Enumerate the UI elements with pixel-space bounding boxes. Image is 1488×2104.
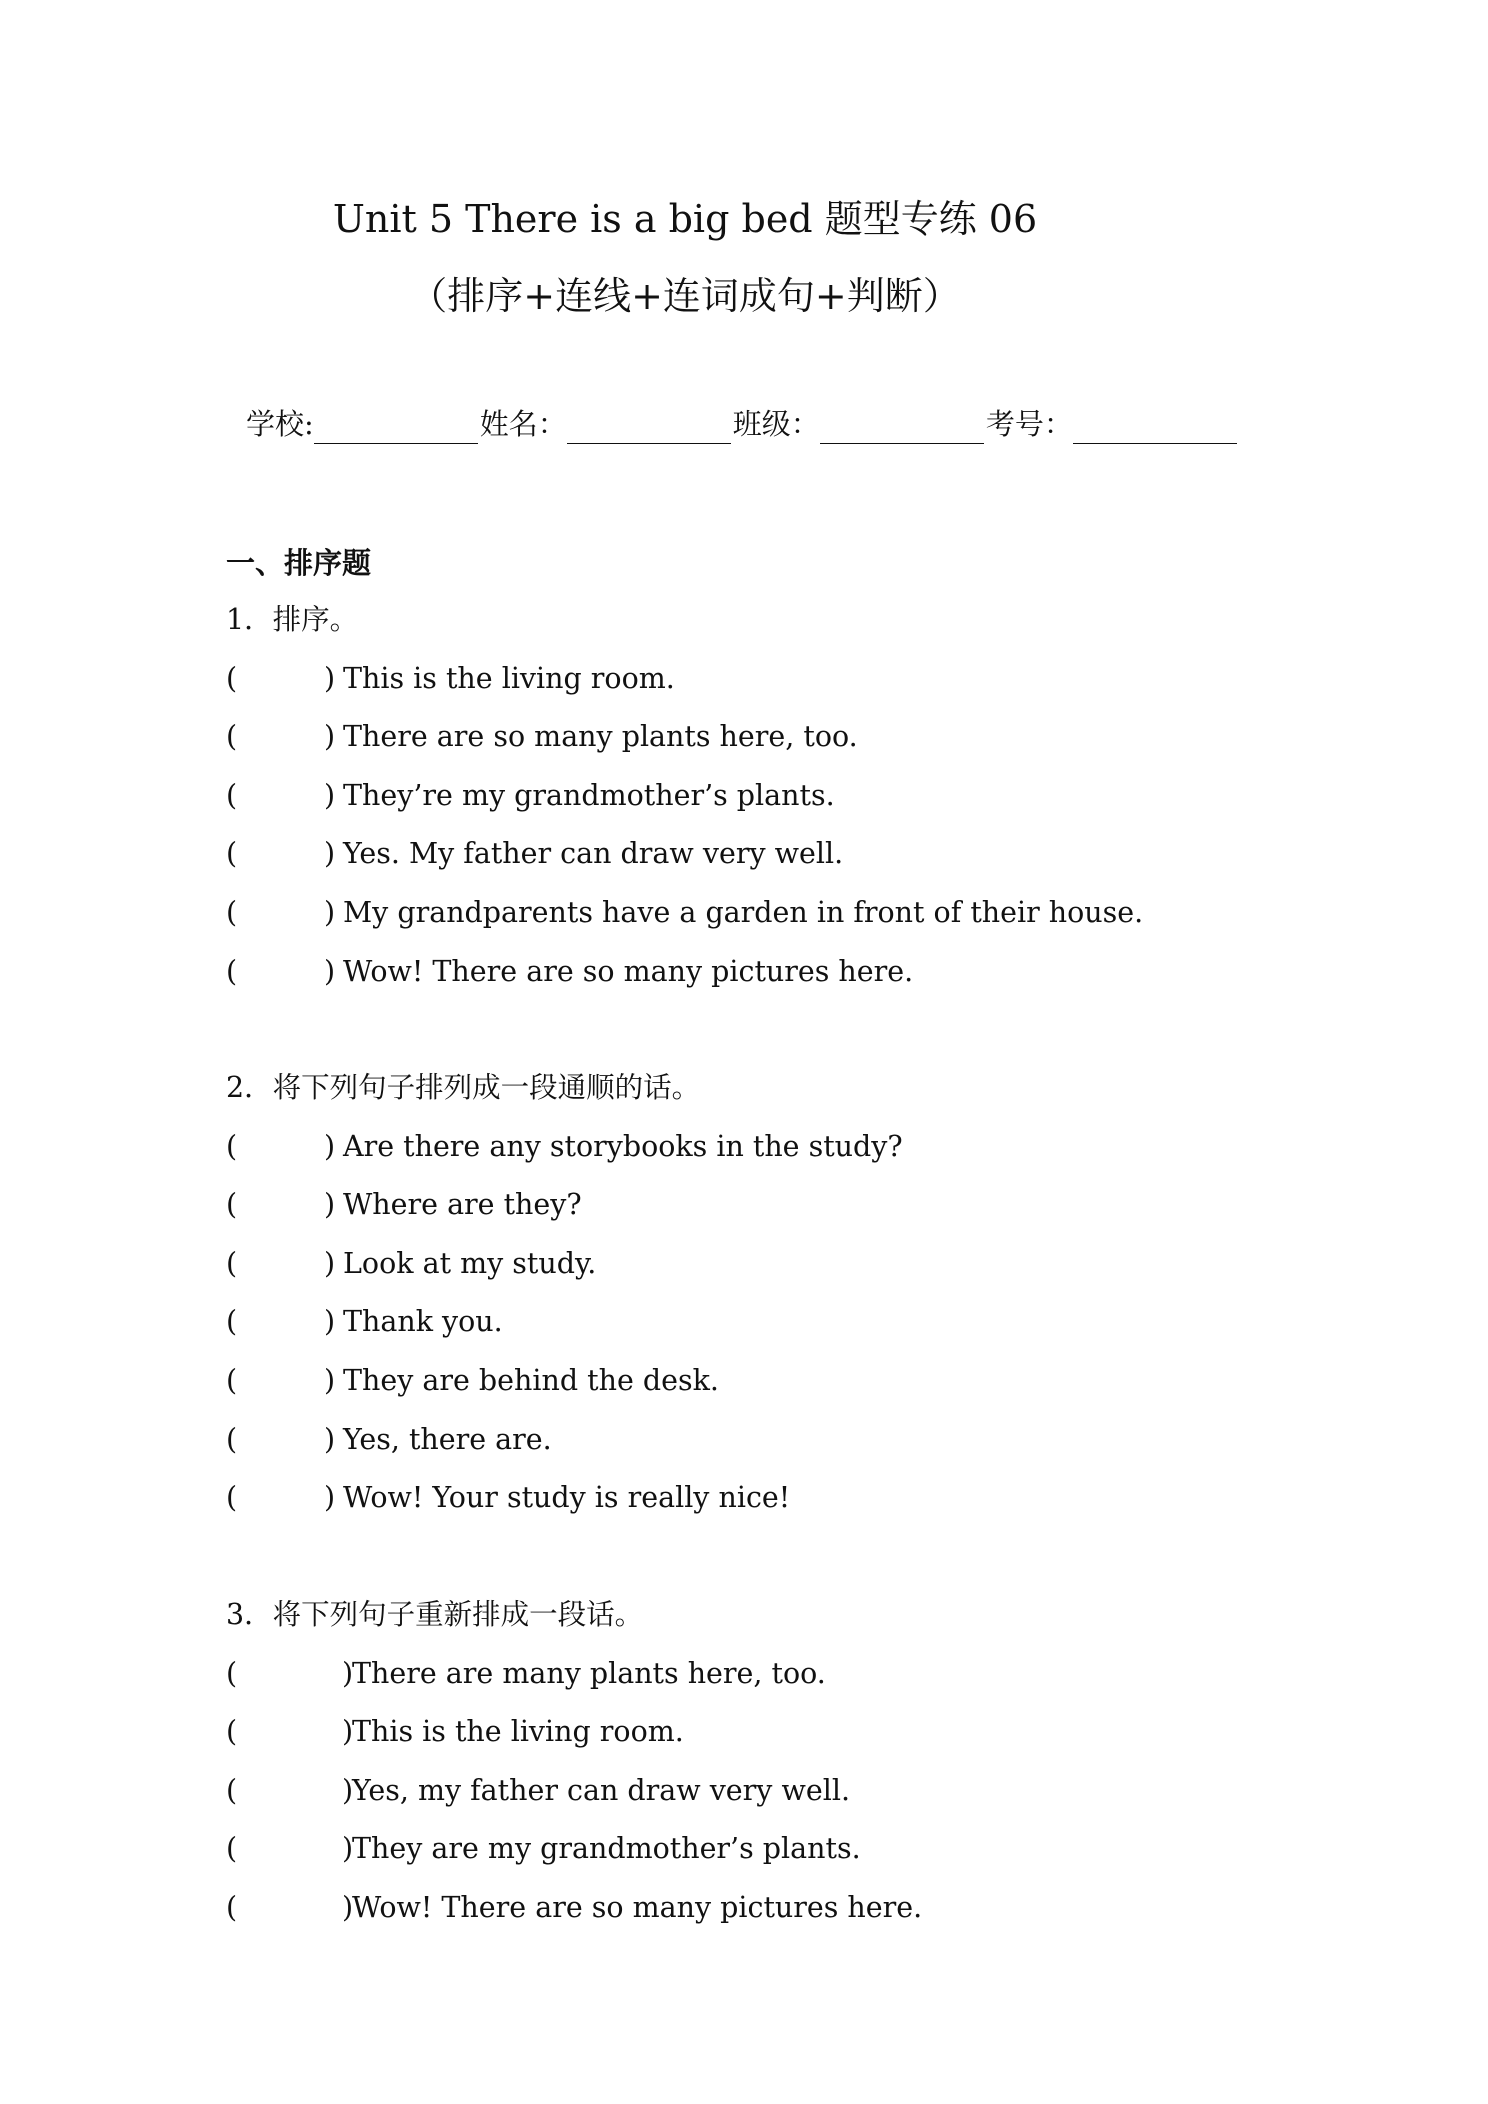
list-item [226,893,1326,952]
exam-no-label: 考号： [985,407,1073,441]
list-item [226,717,1326,776]
answer-paren-close[interactable]: ) [324,837,336,871]
sentence-text: This is the living room. [352,1715,684,1749]
list-item [226,1420,1326,1479]
answer-paren-close[interactable]: ) [324,661,336,695]
answer-paren-close[interactable]: ) [342,1832,354,1866]
answer-paren-open[interactable]: ( [226,1188,238,1222]
answer-paren-close[interactable]: ) [324,1129,336,1163]
list-item [226,659,1326,718]
answer-paren-close[interactable]: ) [324,895,336,929]
sentence-text: Are there any storybooks in the study? [343,1129,903,1163]
answer-paren-close[interactable]: ) [324,1305,336,1339]
class-label: 班级： [732,407,820,441]
answer-paren-open[interactable]: ( [226,837,238,871]
answer-paren-close[interactable]: ) [324,1363,336,1397]
section-heading: 一、排序题 [226,546,372,580]
list-item [226,776,1326,835]
worksheet-title: Unit 5 There is a big bed 题型专练 06 [332,197,1038,241]
list-item [226,1654,1326,1713]
sentence-text: Yes, there are. [343,1422,552,1456]
question-1 [226,600,1326,1010]
school-blank[interactable] [314,413,478,444]
answer-paren-open[interactable]: ( [226,1773,238,1807]
answer-paren-open[interactable]: ( [226,1715,238,1749]
answer-paren-close[interactable]: ) [342,1656,354,1690]
name-label: 姓名： [479,407,567,441]
answer-paren-open[interactable]: ( [226,1246,238,1280]
answer-paren-open[interactable]: ( [226,1890,238,1924]
question-3 [226,1595,1326,1947]
answer-paren-close[interactable]: ) [342,1715,354,1749]
answer-paren-open[interactable]: ( [226,1481,238,1515]
sentence-text: Wow! Your study is really nice! [343,1481,791,1515]
sentence-text: Look at my study. [343,1246,597,1280]
list-item [226,1302,1326,1361]
answer-paren-open[interactable]: ( [226,954,238,988]
answer-paren-close[interactable]: ) [324,954,336,988]
sentence-text: They are behind the desk. [343,1363,719,1397]
list-item [226,1361,1326,1420]
sentence-text: They are my grandmother’s plants. [352,1832,861,1866]
list-item [226,1478,1326,1537]
sentence-text: This is the living room. [343,661,675,695]
list-item [226,1712,1326,1771]
answer-paren-open[interactable]: ( [226,1656,238,1690]
answer-paren-close[interactable]: ) [324,1188,336,1222]
student-info-line [246,404,1239,444]
list-item [226,1244,1326,1303]
sentence-text: Wow! There are so many pictures here. [352,1890,923,1924]
sentence-text: Thank you. [343,1305,503,1339]
question-2 [226,1068,1326,1537]
worksheet-subtitle: （排序+连线+连词成句+判断） [409,274,961,318]
list-item [226,952,1326,1011]
answer-paren-close[interactable]: ) [324,1422,336,1456]
list-item [226,834,1326,893]
list-item [226,1185,1326,1244]
question-title: 2．将下列句子排列成一段通顺的话。 [226,1071,701,1104]
sentence-text: Where are they? [343,1188,582,1222]
sentence-text: Wow! There are so many pictures here. [343,954,914,988]
sentence-text: Yes. My father can draw very well. [343,837,844,871]
name-blank[interactable] [567,413,731,444]
sentence-text: There are so many plants here, too. [343,720,858,754]
question-title: 3．将下列句子重新排成一段话。 [226,1598,644,1631]
answer-paren-open[interactable]: ( [226,1305,238,1339]
sentence-text: Yes, my father can draw very well. [352,1773,851,1807]
answer-paren-close[interactable]: ) [342,1773,354,1807]
answer-paren-open[interactable]: ( [226,720,238,754]
list-item [226,1771,1326,1830]
answer-paren-open[interactable]: ( [226,1363,238,1397]
class-blank[interactable] [820,413,984,444]
sentence-text: They’re my grandmother’s plants. [343,778,835,812]
answer-paren-open[interactable]: ( [226,1832,238,1866]
answer-paren-close[interactable]: ) [324,1246,336,1280]
sentence-text: My grandparents have a garden in front of their house. [343,895,1144,929]
answer-paren-open[interactable]: ( [226,778,238,812]
answer-paren-close[interactable]: ) [324,1481,336,1515]
list-item [226,1127,1326,1186]
answer-paren-close[interactable]: ) [324,778,336,812]
exam-no-blank[interactable] [1073,413,1237,444]
school-label: 学校: [246,407,314,441]
answer-paren-open[interactable]: ( [226,1422,238,1456]
list-item [226,1888,1326,1947]
question-title: 1．排序。 [226,603,359,636]
answer-paren-open[interactable]: ( [226,661,238,695]
answer-paren-close[interactable]: ) [324,720,336,754]
answer-paren-open[interactable]: ( [226,1129,238,1163]
answer-paren-open[interactable]: ( [226,895,238,929]
answer-paren-close[interactable]: ) [342,1890,354,1924]
list-item [226,1829,1326,1888]
sentence-text: There are many plants here, too. [352,1656,826,1690]
